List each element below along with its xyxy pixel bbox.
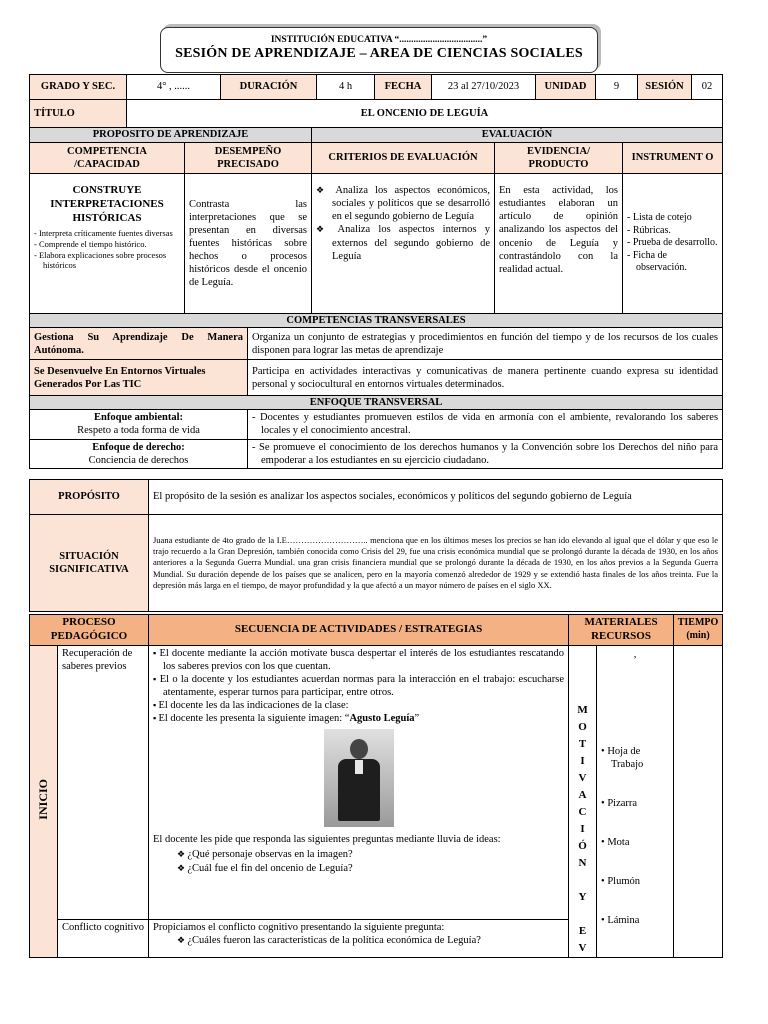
material-item: • Plumón <box>601 876 640 888</box>
motivation-letter <box>569 906 596 923</box>
activity-item: ▪ El o la docente y los estudiantes acuerdan normas para la interacción en el trabajo: escucharse atentamente, esperar turnos para participar, entre otros. <box>153 673 564 699</box>
materiales-header: MATERIALES RECURSOS <box>569 615 674 646</box>
leguia-portrait <box>324 729 394 827</box>
conflict-intro: Propiciamos el conflicto cognitivo presentando la siguiente pregunta: <box>153 921 445 933</box>
titulo-label: TÍTULO <box>30 100 127 128</box>
materials-cell <box>597 645 674 958</box>
motivation-letter: Y <box>578 891 587 904</box>
questions-intro: El docente les pide que responda las siguientes preguntas mediante lluvia de ideas: <box>153 834 501 846</box>
enfoque-sub: Conciencia de derechos <box>88 454 189 466</box>
situacion-text: Juana estudiante de 4to grado de la I.E……………………….. menciona que en los últimos meses los precios se han ido elevando al igual que el dólar y que eso le trajo recuerdo a la Gran Depresión, también conocida como Crisis del 29, fue una crisis económica mundial que se prolongó durante la década de 1930, en los años anteriores a la Segunda Guerra Mundial. una gran crisis financiera mundial que se prolongó durante la década de 1930, en los años previos a la Segunda Guerra Mundial. Su duración depende de los países que se analicen, pero en la mayoría comenzó alrededor de 1929 y se extendió hasta finales de los años treinta. Fue la depresión más larga en el tiempo, de mayor profundidad y la que afectó a un mayor número de países en el siglo XX. <box>149 515 723 612</box>
materials-list <box>601 745 669 928</box>
material-item: • Pizarra <box>601 797 638 809</box>
instrumento-item: - Ficha de observación. <box>627 250 718 275</box>
step-conflicto: Conflicto cognitivo <box>58 919 149 957</box>
conflict-question: ❖ ¿Cuáles fueron las características de la política económica de Leguía? <box>177 934 564 947</box>
enfoque-sub: Respeto a toda forma de vida <box>77 425 200 437</box>
motivation-cell <box>569 645 597 958</box>
capacidad-item: - Interpreta críticamente fuentes diversas <box>34 228 180 239</box>
tiempo-cell <box>674 645 723 958</box>
image-intro: El docente les presenta la siguiente imagen: “ <box>158 713 350 725</box>
fecha-label: FECHA <box>375 75 432 100</box>
motivation-letter: C <box>578 805 587 818</box>
transversales-header: COMPETENCIAS TRANSVERSALES <box>30 314 723 328</box>
activity-item: ▪ El docente mediante la acción motívate busca despertar el interés de los estudiantes rescatando los saberes previos con los que cuentan. <box>153 647 564 673</box>
capacidad-item: - Elabora explicaciones sobre procesos históricos <box>34 250 180 271</box>
tiempo-header: TIEMPO (min) <box>674 615 723 646</box>
duracion-value: 4 h <box>317 75 375 100</box>
evidencia-text: En esta actividad, los estudiantes elaboran un artículo de opinión analizando los aspectos del oncenio de Leguía y contrastándolo con la realidad actual. <box>495 174 623 314</box>
enfoque-title-cell <box>30 410 248 439</box>
image-name: Agusto Leguía <box>349 713 415 725</box>
motivation-letter: E <box>578 925 587 938</box>
phase-label: INICIO <box>36 778 50 820</box>
capacidad-item: - Comprende el tiempo histórico. <box>34 239 180 250</box>
secuencia-section <box>29 614 722 958</box>
material-item: • Lámina <box>601 915 640 927</box>
proposito-section <box>29 479 722 612</box>
transversal-name: Se Desenvuelve En Entornos Virtuales Generados Por Las TIC <box>30 360 248 396</box>
transversal-desc: Participa en actividades interactivas y comunicativas de manera pertinente cuando expresa su identidad personal y sociocultural en entornos virtuales determinados. <box>248 360 723 396</box>
proposito-text: El propósito de la sesión es analizar los aspectos sociales, económicos y políticos del segundo gobierno de Leguía <box>149 480 723 515</box>
document-title: SESIÓN DE APRENDIZAJE – AREA DE CIENCIAS SOCIALES <box>175 46 583 61</box>
motivation-letter: M <box>577 703 588 716</box>
motivation-letter: T <box>578 737 587 750</box>
question-item: ❖ ¿Cuál fue el fin del oncenio de Leguía? <box>177 862 564 875</box>
instrumento-header: INSTRUMENT O <box>623 143 723 174</box>
transversal-desc: Organiza un conjunto de estrategias y procedimientos en función del tiempo y de los recursos de los cuales disponen para lograr las metas de aprendizaje <box>248 328 723 360</box>
grado-value: 4° , ...... <box>127 75 221 100</box>
desempeno-header: DESEMPEÑO PRECISADO <box>185 143 312 174</box>
materials-mark: , <box>633 648 637 660</box>
criterios-cell <box>312 174 495 314</box>
conflict-cell <box>149 919 569 957</box>
material-item: • Hoja de Trabajo <box>601 745 644 770</box>
institution-name: INSTITUCIÓN EDUCATIVA “...................................” <box>270 35 488 45</box>
motivation-letter <box>569 872 596 889</box>
fecha-value: 23 al 27/10/2023 <box>432 75 536 100</box>
criterio-item: ❖ Analiza los aspectos económicos, sociales y políticos que se desarrolló en el segundo gobierno de Leguía <box>316 184 490 223</box>
enfoque-desc: - Docentes y estudiantes promueven estilos de vida en armonía con el ambiente, revalorando los saberes locales y el conocimiento ancestral. <box>252 411 718 437</box>
activity-item: ▪ El docente les da las indicaciones de la clase: <box>153 699 564 712</box>
motivation-letter: Ó <box>578 839 587 852</box>
evaluacion-header: EVALUACIÓN <box>312 128 723 143</box>
step-saberes: Recuperación de saberes previos <box>58 645 149 919</box>
sesion-label: SESIÓN <box>638 75 692 100</box>
grado-label: GRADO Y SEC. <box>30 75 127 100</box>
desempeno-text: Contrasta las interpretaciones que se presentan en diversas fuentes históricas sobre hechos o procesos históricos desde el oncenio de Leguía. <box>185 174 312 314</box>
motivation-letter: I <box>580 822 585 835</box>
enfoque-header: ENFOQUE TRANSVERSAL <box>30 396 723 410</box>
phase-cell <box>30 645 58 958</box>
proceso-header: PROCESO PEDAGÓGICO <box>30 615 149 646</box>
situacion-label: SITUACIÓN SIGNIFICATIVA <box>30 515 149 612</box>
instrumento-item: - Lista de cotejo <box>627 212 718 225</box>
competencia-title: CONSTRUYE INTERPRETACIONES HISTÓRICAS <box>50 184 164 224</box>
enfoque-title: Enfoque de derecho: <box>92 441 185 453</box>
activities-cell <box>149 645 569 919</box>
transversal-name: Gestiona Su Aprendizaje De Manera Autónoma. <box>30 328 248 360</box>
motivation-letter: A <box>578 788 587 801</box>
question-item: ❖ ¿Qué personaje observas en la imagen? <box>177 848 564 861</box>
motivation-letter: O <box>578 720 587 733</box>
evidencia-header: EVIDENCIA/ PRODUCTO <box>495 143 623 174</box>
enfoque-desc: - Se promueve el conocimiento de los derechos humanos y la Convención sobre los Derechos del niño para empoderar a los estudiantes en su ejercicio ciudadano. <box>252 441 718 467</box>
info-section <box>29 74 722 469</box>
unidad-value: 9 <box>596 75 638 100</box>
instrumento-item: - Prueba de desarrollo. <box>627 237 718 250</box>
motivation-label <box>569 702 596 958</box>
duracion-label: DURACIÓN <box>221 75 317 100</box>
titulo-value: EL ONCENIO DE LEGUÍA <box>127 100 723 128</box>
motivation-letter: V <box>578 771 587 784</box>
actividades-header: SECUENCIA DE ACTIVIDADES / ESTRATEGIAS <box>149 615 569 646</box>
enfoque-title-cell <box>30 439 248 468</box>
enfoque-title: Enfoque ambiental: <box>94 412 183 424</box>
proposito-label: PROPÓSITO <box>30 480 149 515</box>
criterio-item: ❖ Analiza los aspectos internos y externos del segundo gobierno de Leguía <box>316 223 490 262</box>
proposito-aprendizaje-header: PROPOSITO DE APRENDIZAJE <box>30 128 312 143</box>
enfoque-desc-cell <box>248 439 723 468</box>
motivation-letter: I <box>580 754 585 767</box>
unidad-label: UNIDAD <box>536 75 596 100</box>
enfoque-desc-cell <box>248 410 723 439</box>
motivation-letter: V <box>578 942 587 955</box>
competencia-header: COMPETENCIA /CAPACIDAD <box>30 143 185 174</box>
activity-item <box>153 712 564 725</box>
material-item: • Mota <box>601 837 630 848</box>
header-box <box>160 27 598 73</box>
sesion-value: 02 <box>692 75 723 100</box>
motivation-letter: N <box>578 856 587 869</box>
instrumentos-cell <box>623 174 723 314</box>
competencia-cell <box>30 174 185 314</box>
criterios-header: CRITERIOS DE EVALUACIÓN <box>312 143 495 174</box>
instrumento-item: - Rúbricas. <box>627 225 718 238</box>
image-close: ” <box>414 713 420 725</box>
